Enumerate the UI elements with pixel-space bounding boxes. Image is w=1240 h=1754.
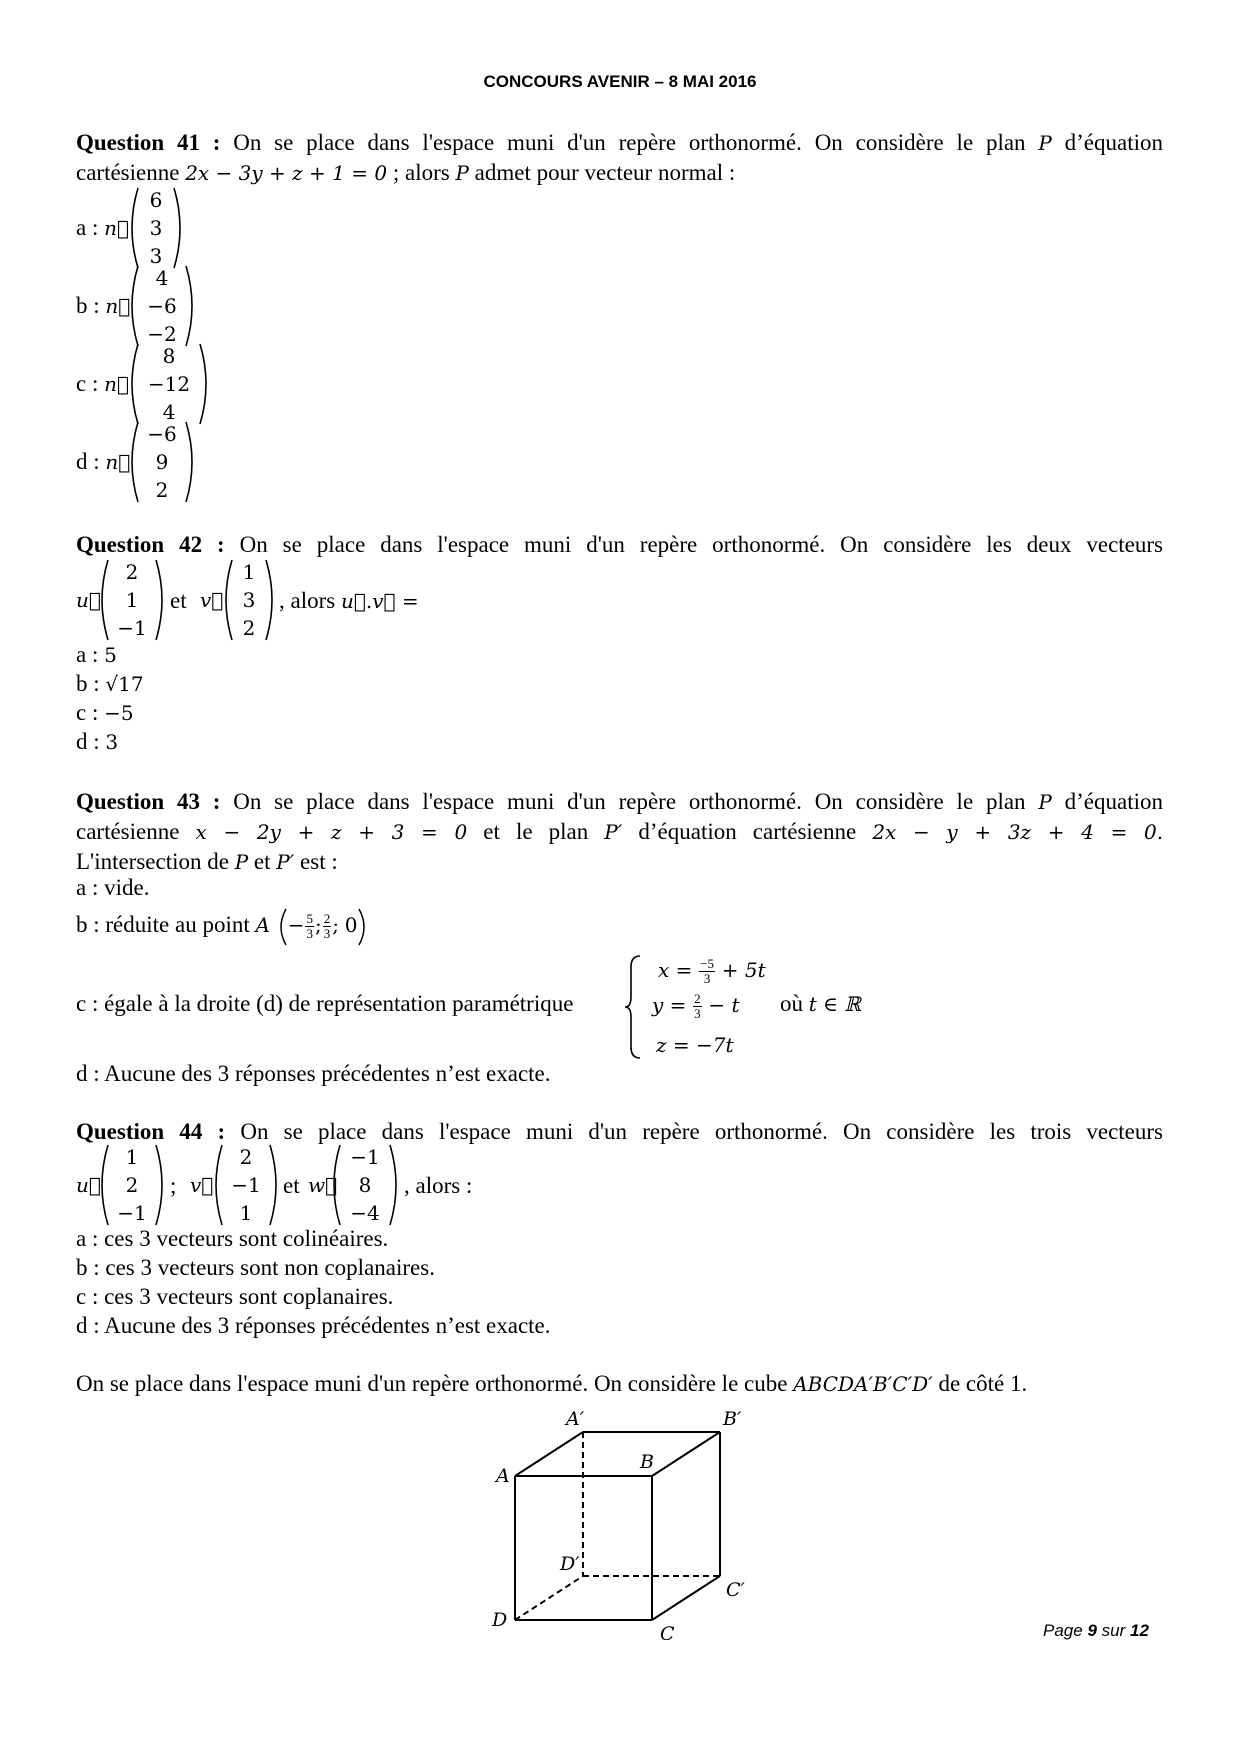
system-row-z: z = −7t	[656, 1033, 734, 1057]
q43-choice-a[interactable]: a : vide.	[76, 875, 150, 900]
q44-choice-c[interactable]: c : ces 3 vecteurs sont coplanaires.	[76, 1284, 394, 1309]
q44-choice-a[interactable]: a : ces 3 vecteurs sont colinéaires.	[76, 1226, 389, 1251]
page-number: 9	[1087, 1621, 1097, 1640]
q44-choice-d[interactable]: d : Aucune des 3 réponses précédentes n’est exacte.	[76, 1313, 551, 1338]
q41-equation: 2x − 3y + z + 1 = 0	[185, 161, 388, 185]
left-paren-icon	[126, 420, 140, 504]
edge-CCp	[652, 1576, 720, 1620]
left-paren-icon	[126, 186, 140, 270]
q42-choice-a[interactable]: a : 5	[76, 642, 117, 667]
q43-choice-d[interactable]: d : Aucune des 3 réponses précédentes n’est exacte.	[76, 1061, 551, 1086]
right-paren-icon	[172, 186, 186, 270]
cube-intro: On se place dans l'espace muni d'un repère orthonormé. On considère le cube ABCDA′B′C′D′ de côté 1.	[76, 1371, 1028, 1396]
edge-DDp-hidden	[515, 1576, 583, 1620]
left-brace-icon	[622, 953, 644, 1061]
label-Ap: A′	[566, 1408, 585, 1430]
label-A: A	[496, 1465, 510, 1487]
edge-AAp	[515, 1432, 583, 1476]
label-B: B	[640, 1451, 654, 1473]
q43-choice-c[interactable]: c : égale à la droite (d) de représentation paramétrique	[76, 991, 574, 1016]
label-Bp: B′	[723, 1408, 742, 1430]
left-paren-icon	[96, 1143, 110, 1227]
q42-choice-d[interactable]: d : 3	[76, 729, 119, 754]
right-paren-icon	[268, 1143, 282, 1227]
right-paren-icon	[264, 558, 278, 642]
left-paren-icon	[126, 342, 140, 426]
system-row-x: x = $\frac{-5}{3}$ + 5t	[658, 956, 766, 987]
question-42-text: Question 42 : On se place dans l'espace muni d'un repère orthonormé. On considère les deux vecteurs	[76, 532, 1163, 557]
question-43-text: Question 43 : On se place dans l'espace muni d'un repère orthonormé. On considère le plan P d’équation cartésienne x − 2y + z + 3 = 0 et le plan P′ d’équation cartésienne 2x − y + 3z + 4 = 0. L'intersection de P et P′ est :	[76, 789, 1164, 874]
right-paren-icon	[154, 558, 168, 642]
right-paren-icon	[184, 420, 198, 504]
label-Dp: D′	[560, 1553, 580, 1575]
cube-figure	[480, 1400, 780, 1640]
label-Cp: C′	[726, 1579, 745, 1601]
left-paren-icon	[126, 264, 140, 348]
edge-BBp	[652, 1432, 720, 1476]
right-paren-icon	[388, 1143, 402, 1227]
left-paren-icon	[96, 558, 110, 642]
page-header: CONCOURS AVENIR – 8 MAI 2016	[483, 72, 757, 91]
right-paren-icon	[357, 907, 369, 947]
left-paren-icon	[276, 907, 288, 947]
question-43-label: Question 43 :	[76, 789, 221, 814]
q42-choice-b[interactable]: b : √17	[76, 671, 144, 696]
left-paren-icon	[220, 558, 234, 642]
question-41-text: Question 41 : On se place dans l'espace muni d'un repère orthonormé. On considère le plan P d’équation cartésienne 2x − 3y + z + 1 = 0 ; alors P admet pour vecteur normal :	[76, 130, 1164, 185]
question-41-label: Question 41 :	[76, 130, 221, 155]
left-paren-icon	[328, 1143, 342, 1227]
question-44-label: Question 44 :	[76, 1119, 226, 1144]
system-row-y: y = $\frac{2}{3}$ − t	[652, 991, 740, 1022]
q42-dot-product: u⃗.v⃗ =	[340, 589, 419, 613]
q44-choice-b[interactable]: b : ces 3 vecteurs sont non coplanaires.	[76, 1255, 435, 1280]
label-C: C	[660, 1623, 675, 1640]
left-paren-icon	[210, 1143, 224, 1227]
label-D: D	[492, 1609, 508, 1631]
right-paren-icon	[198, 342, 212, 426]
q42-choice-c[interactable]: c : −5	[76, 700, 134, 725]
question-44-text: Question 44 : On se place dans l'espace muni d'un repère orthonormé. On considère les trois vecteurs	[76, 1119, 1163, 1144]
right-paren-icon	[154, 1143, 168, 1227]
right-paren-icon	[184, 264, 198, 348]
question-42-label: Question 42 :	[76, 532, 225, 557]
q43-choice-b[interactable]: b : réduite au point A − $\frac{5}{3}$ ; $\frac{2}{3}$ ; 0	[76, 905, 369, 945]
page-total: 12	[1130, 1621, 1149, 1640]
page-footer: Page 9 sur 12	[1043, 1621, 1149, 1640]
